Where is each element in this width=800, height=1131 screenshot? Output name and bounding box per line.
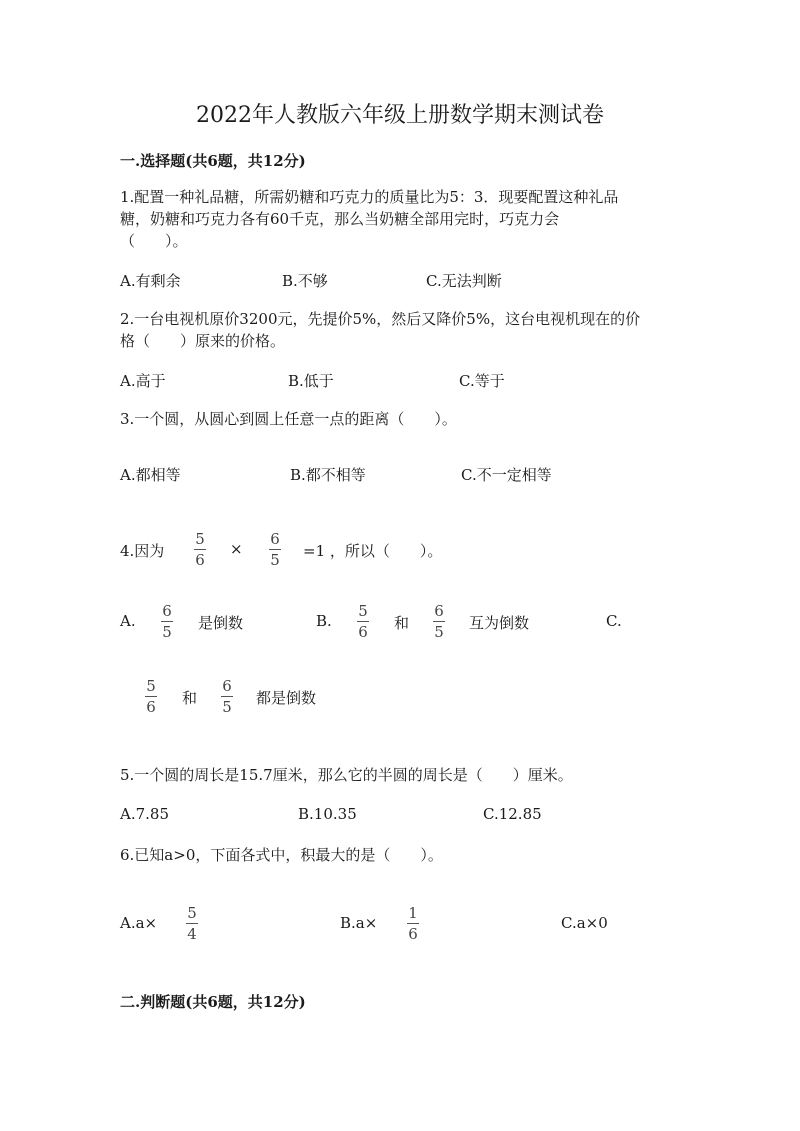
fraction-5-6 — [191, 531, 209, 568]
question-4-option-a-text: 是倒数 — [198, 614, 244, 632]
times-symbol: × — [230, 540, 243, 558]
question-1-option-b: B.不够 — [282, 272, 328, 290]
fraction-5-6 — [354, 603, 372, 640]
fraction-denominator: 6 — [408, 925, 418, 943]
fraction-denominator: 6 — [146, 698, 156, 716]
fraction-numerator: 6 — [162, 602, 172, 620]
question-4-option-b-text: 互为倒数 — [469, 614, 530, 632]
question-2-option-b: B.低于 — [288, 372, 334, 390]
fraction-6-5 — [266, 531, 284, 568]
question-5-text: 5.一个圆的周长是15.7厘米，那么它的半圆的周长是（ ）厘米。 — [120, 766, 573, 784]
section-heading-choice: 一.选择题(共6题，共12分) — [120, 152, 306, 170]
question-4-option-b-label: B. — [316, 612, 332, 630]
question-3-option-c: C.不一定相等 — [461, 466, 552, 484]
fraction-bar — [433, 621, 445, 622]
fraction-5-6 — [142, 678, 160, 715]
question-5-option-b: B.10.35 — [298, 805, 357, 823]
fraction-denominator: 4 — [187, 925, 197, 943]
fraction-6-5 — [430, 603, 448, 640]
fraction-bar — [407, 923, 419, 924]
fraction-denominator: 5 — [434, 623, 444, 641]
question-1-option-c: C.无法判断 — [426, 272, 502, 290]
question-4-prefix: 4.因为 — [120, 542, 165, 560]
fraction-denominator: 5 — [162, 623, 172, 641]
fraction-numerator: 1 — [408, 904, 418, 922]
question-1-option-a: A.有剩余 — [120, 272, 181, 290]
fraction-1-6 — [404, 905, 422, 942]
question-1-line-1: 1.配置一种礼品糖，所需奶糖和巧克力的质量比为5：3．现要配置这种礼品 — [120, 188, 619, 206]
question-3-option-a: A.都相等 — [120, 466, 181, 484]
fraction-6-5 — [158, 603, 176, 640]
question-3-text: 3.一个圆，从圆心到圆上任意一点的距离（ ）。 — [120, 410, 457, 428]
fraction-bar — [269, 549, 281, 550]
question-4-suffix: =1 ，所以（ ）。 — [303, 542, 443, 560]
fraction-bar — [221, 696, 233, 697]
fraction-denominator: 5 — [270, 551, 280, 569]
question-6-option-b: B.a× — [340, 914, 378, 932]
question-4-and: 和 — [182, 689, 198, 707]
fraction-numerator: 6 — [270, 530, 280, 548]
fraction-bar — [161, 621, 173, 622]
fraction-bar — [145, 696, 157, 697]
fraction-denominator: 6 — [358, 623, 368, 641]
fraction-numerator: 5 — [195, 530, 205, 548]
question-4-option-c-text: 都是倒数 — [256, 689, 317, 707]
fraction-bar — [357, 621, 369, 622]
fraction-denominator: 5 — [222, 698, 232, 716]
question-2-line-1: 2.一台电视机原价3200元，先提价5%，然后又降价5%，这台电视机现在的价 — [120, 310, 641, 328]
fraction-numerator: 5 — [187, 904, 197, 922]
fraction-denominator: 6 — [195, 551, 205, 569]
question-4-option-a-label: A. — [120, 612, 136, 630]
fraction-bar — [194, 549, 206, 550]
question-1-line-2: 糖，奶糖和巧克力各有60千克，那么当奶糖全部用完时，巧克力会 — [120, 210, 560, 228]
fraction-5-4 — [183, 905, 201, 942]
fraction-bar — [186, 923, 198, 924]
question-2-option-a: A.高于 — [120, 372, 166, 390]
question-6-option-c: C.a×0 — [561, 914, 608, 932]
question-2-option-c: C.等于 — [459, 372, 505, 390]
question-5-option-c: C.12.85 — [483, 805, 542, 823]
fraction-numerator: 6 — [434, 602, 444, 620]
question-6-option-a: A.a× — [120, 914, 158, 932]
fraction-numerator: 5 — [146, 677, 156, 695]
question-1-line-3: （ ）。 — [120, 232, 188, 250]
question-4-and: 和 — [394, 614, 410, 632]
question-4-option-c-label: C. — [606, 612, 622, 630]
question-2-line-2: 格（ ）原来的价格。 — [120, 332, 286, 350]
fraction-numerator: 5 — [358, 602, 368, 620]
fraction-6-5 — [218, 678, 236, 715]
page-title: 2022年人教版六年级上册数学期末测试卷 — [196, 103, 604, 128]
question-5-option-a: A.7.85 — [120, 805, 169, 823]
question-6-text: 6.已知a>0，下面各式中，积最大的是（ ）。 — [120, 846, 443, 864]
question-3-option-b: B.都不相等 — [290, 466, 366, 484]
section-heading-judgement: 二.判断题(共6题，共12分) — [120, 993, 306, 1011]
fraction-numerator: 6 — [222, 677, 232, 695]
